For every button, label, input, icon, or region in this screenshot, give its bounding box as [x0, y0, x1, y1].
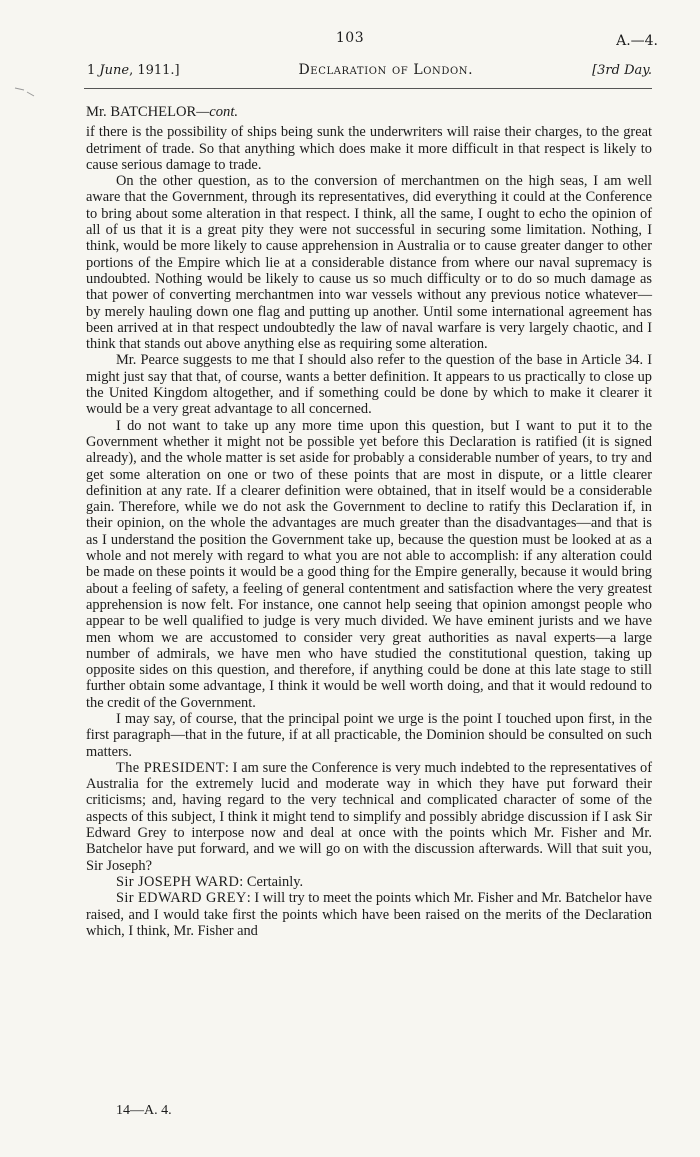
paragraph: if there is the possibility of ships being sunk the underwriters will raise their charges, to the great detriment of trade. So that anything which does make it more difficult in that respect is likely to cause serious damage to trade.: [86, 124, 652, 173]
header-rule: [84, 88, 652, 89]
running-head-title: Declaration of London.: [298, 62, 474, 78]
page-number: 103: [335, 30, 365, 46]
running-head-date: 1 June, 1911.]: [87, 63, 180, 78]
running-head: [87, 62, 652, 78]
running-head-day: [3rd Day.: [592, 63, 652, 78]
paragraph: I may say, of course, that the principal point we urge is the point I touched upon first, in the first paragraph—that in the future, if at all practicable, the Dominion should be consulted on such matters.: [86, 710, 652, 760]
ward-speech: Sir JOSEPH WARD: Certainly.: [116, 873, 304, 890]
paragraph: I do not want to take up any more time upon this question, but I want to put it to the Government whether it might not be possible yet before this Declaration is ratified (it is signed already), and the whole matter is set aside for probably a considerable number of years, to try and get some alteration on one or two of these points that are most in dispute, or a little clearer definition at any rate. If a clearer definition were obtained, that in itself would be a considerable gain. Therefore, while we do not ask the Government to decline to ratify this Declaration if, in their opinion, on the whole the advantages are much greater than the disadvantages—and that is as I understand the position the Government take up, because the question must be looked at as a whole and not merely with regard to what you are not able to accomplish: if any alteration could be made on these points it would be a good thing for the Empire generally, because it would bring about a feeling of safety, a feeling of general contentment and satisfaction where the very greatest apprehension is now felt. For instance, one cannot help seeing that opinion amongst people who appear to be well qualified to judge is very much divided. We have eminent jurists and we have men whom we are accustomed to consider very great authorities as naval experts—a large number of admirals, we have men who have studied the constitutional question, taking up opposite sides on this question, and therefore, if anything could be done at this late stage to still further obtain some advantage, I think it would be well worth doing, and that it would redound to the credit of the Government.: [86, 417, 652, 711]
grey-speech: Sir EDWARD GREY: I will try to meet the points which Mr. Fisher and Mr. Batchelor have raised, and I would take first the points which have been raised on the merits of the Declaration which, I think, Mr. Fisher and: [86, 890, 652, 939]
paragraph: Mr. Pearce suggests to me that I should also refer to the question of the base in Article 34. I might just say that that, of course, wants a better definition. It appears to us practically to close up the United Kingdom altogether, and if something could be done by which to make it clearer it would be a very great advantage to all concerned.: [86, 352, 652, 418]
signature-mark: 14—A. 4.: [116, 1103, 172, 1118]
series-reference: A.—4.: [616, 33, 658, 49]
stray-ink-mark: [14, 84, 36, 98]
president-speech: The PRESIDENT: I am sure the Conference is very much indebted to the representatives of Australia for the extremely lucid and moderate way in which they have put forward their criticisms; and, having regard to the very technical and complicated character of some of the aspects of this subject, I think it might tend to simplify and possibly abridge discussion if I ask Sir Edward Grey to interpose now and deal at once with the points which Mr. Fisher and Mr. Batchelor have put forward, and we will go on with the discussion afterwards. Will that suit you, Sir Joseph?: [86, 759, 652, 874]
paragraph: On the other question, as to the conversion of merchantmen on the high seas, I am well aware that the Government, through its representatives, did everything it could at the Conference to bring about some alteration in that respect. I think, all the same, I ought to echo the opinion of all of us that it is a great pity they were not successful in securing some limitation. Nothing, I think, would be more likely to cause apprehension in Australia or to cause greater danger to other portions of the Empire which lie at a considerable distance from where our naval supremacy is undoubted. Nothing would be likely to cause us so much difficulty or to do so much damage as that power of converting merchantmen into war vessels without any previous notice whatever—by merely hauling down one flag and putting up another. Until some international agreement has been arrived at in that respect undoubtedly the law of naval warfare is very largely chaotic, and I think that stands out above anything else as requiring some alteration.: [86, 173, 652, 353]
speaker-heading: Mr. BATCHELOR—cont.: [86, 104, 239, 120]
body-text: [86, 104, 652, 939]
